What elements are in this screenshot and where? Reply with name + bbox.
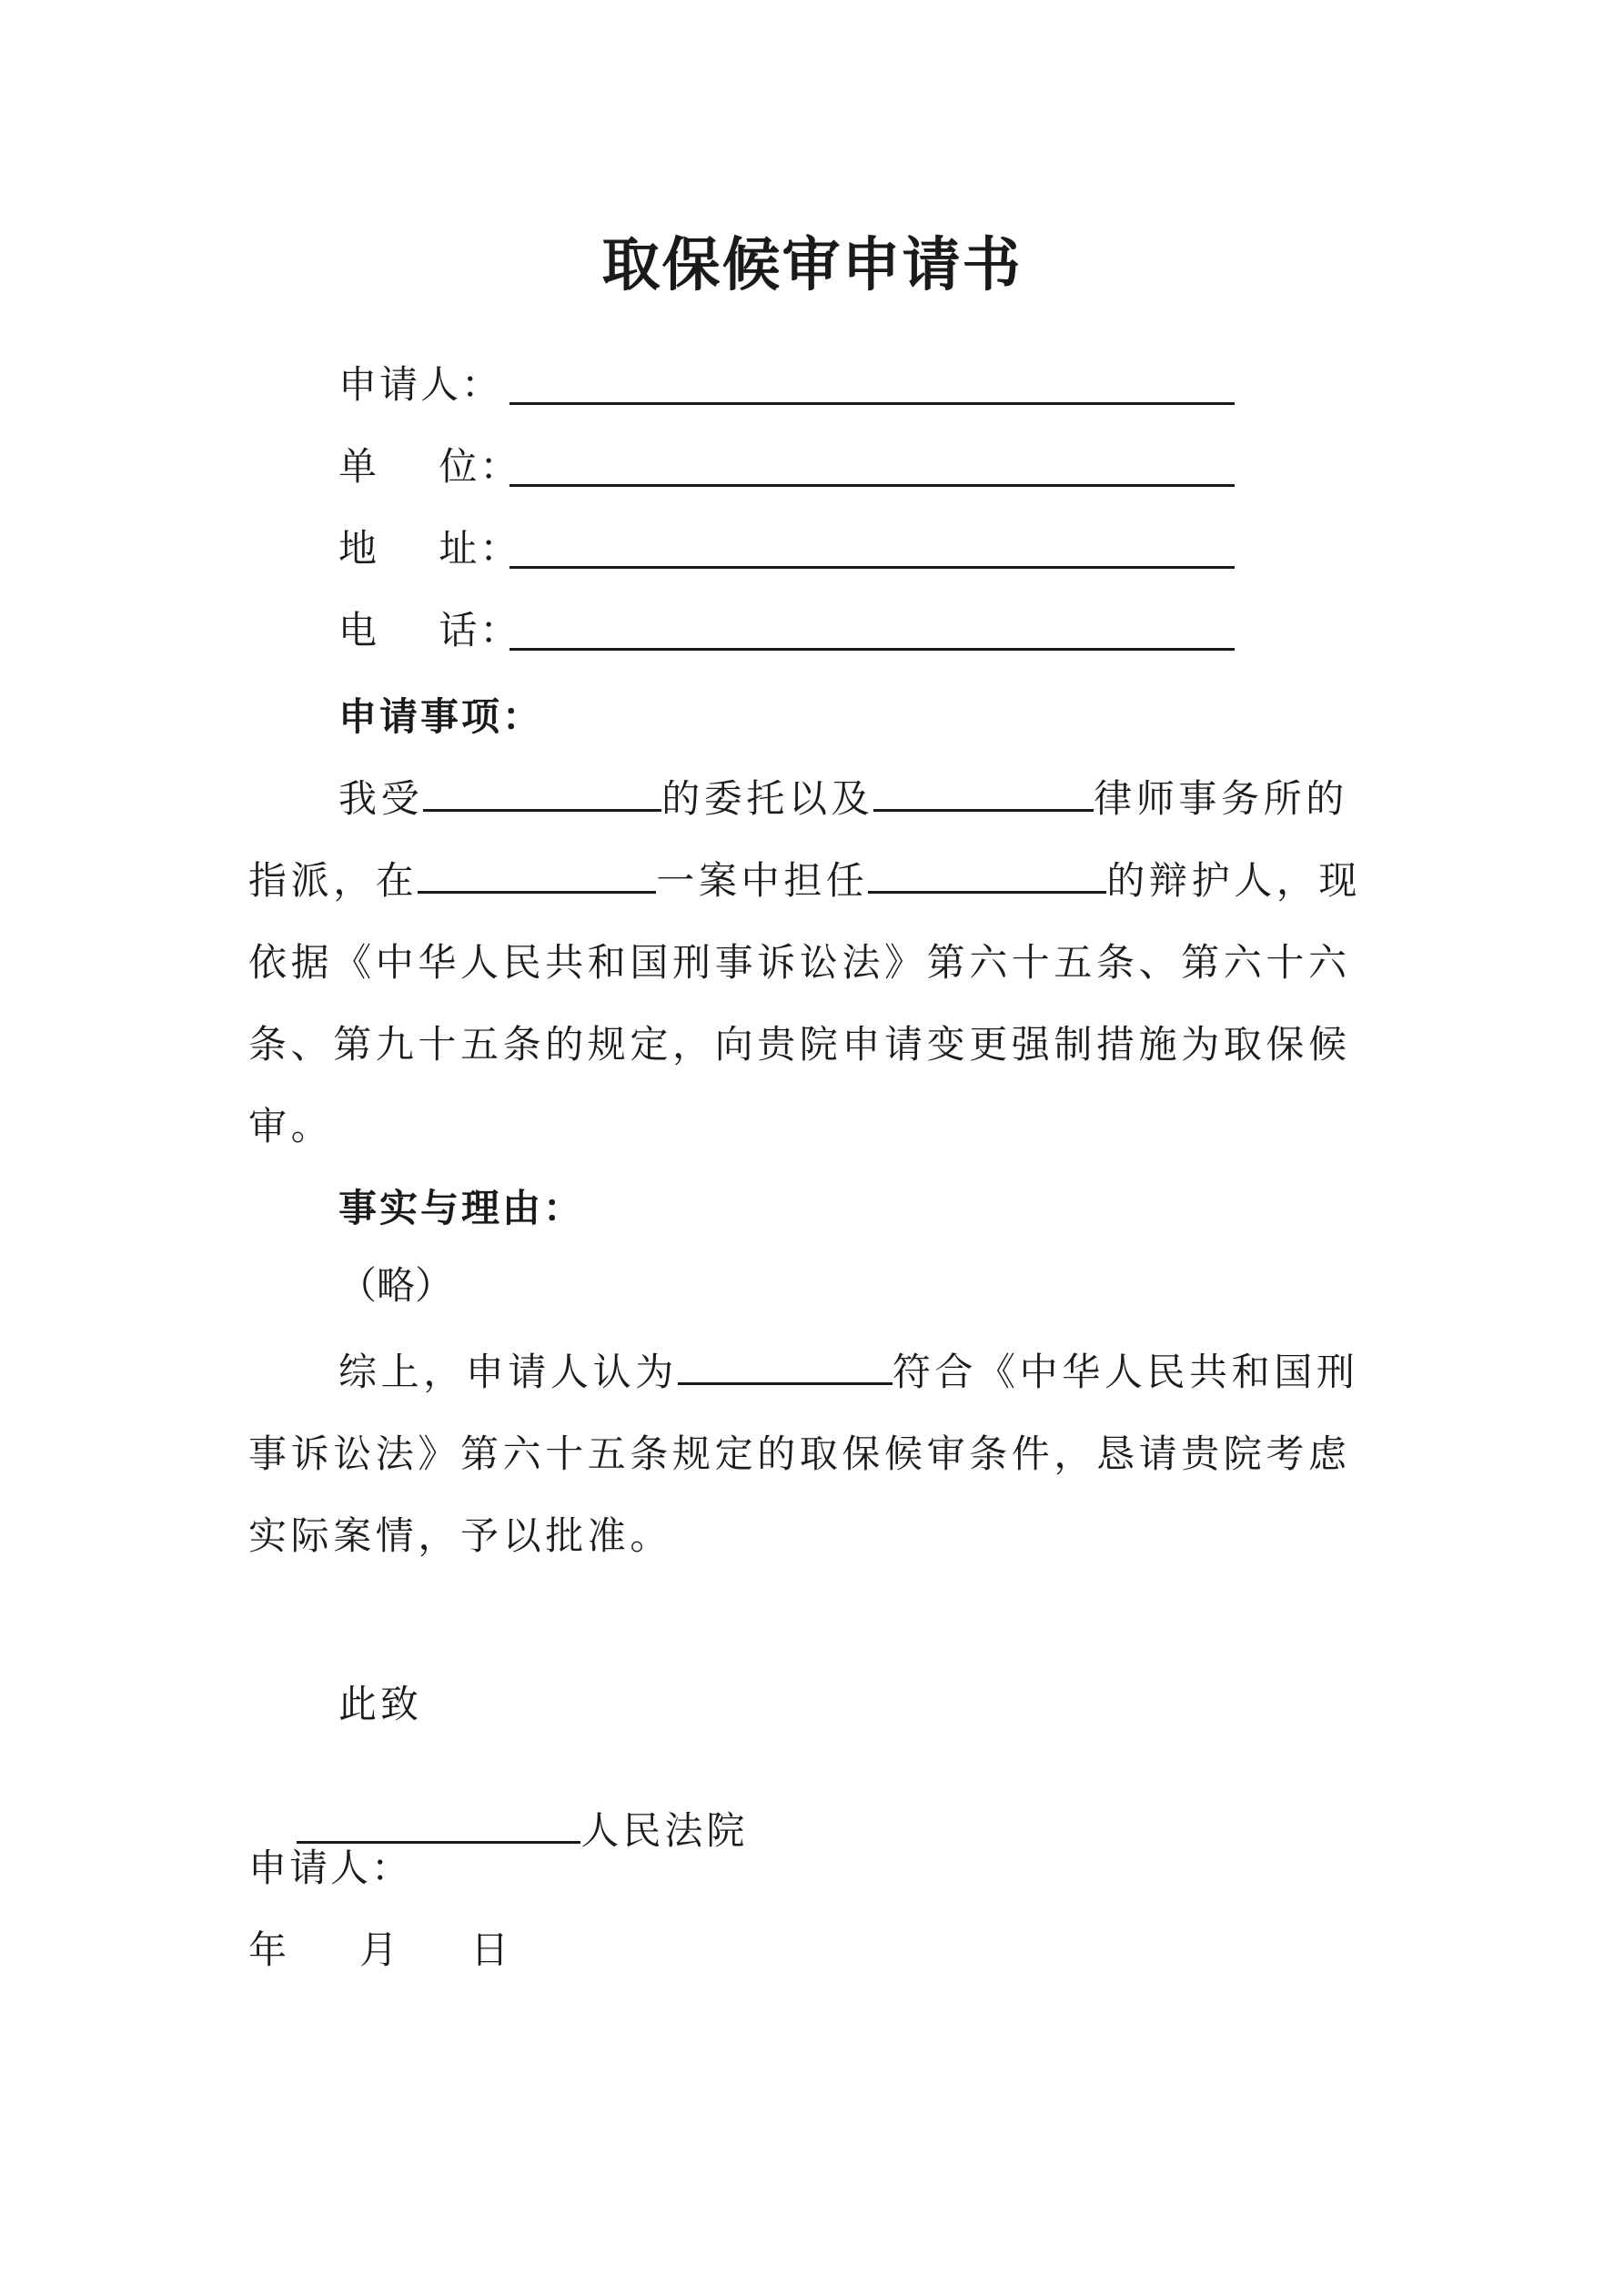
para1-line5: 审。: [248, 1104, 334, 1148]
applicant-blank[interactable]: [509, 360, 1235, 405]
phone-field: [338, 601, 1235, 655]
para2-text: 综上，申请人认为: [338, 1350, 678, 1394]
section-heading-request: 申请事项：: [338, 694, 544, 739]
para1-text: 的辩护人，现: [1106, 858, 1362, 903]
defendant-blank[interactable]: [868, 855, 1106, 894]
para2-line2: 事诉讼法》第六十五条规定的取保候审条件，恳请贵院考虑: [248, 1431, 1351, 1476]
signature-date: 年 月 日: [248, 1927, 509, 1972]
court-suffix: 人民法院: [580, 1808, 749, 1853]
para1-text: 指派，在: [248, 858, 419, 903]
para1-line4: 条、第九十五条的规定，向贵院申请变更强制措施为取保候: [248, 1022, 1351, 1067]
para1-line2: [248, 851, 1361, 905]
unit-blank[interactable]: [509, 442, 1235, 487]
phone-label: 电 话：: [338, 608, 521, 652]
address-label: 地 址：: [338, 526, 521, 571]
para1-text: 我受: [338, 776, 424, 821]
client-blank[interactable]: [423, 773, 661, 812]
para1-text: 的委托以及: [661, 776, 874, 821]
para2-line1: [338, 1342, 1358, 1397]
para1-text: 一案中担任: [656, 858, 869, 903]
para1-text: 律师事务所的: [1094, 776, 1348, 821]
address-blank[interactable]: [509, 524, 1235, 569]
case-blank[interactable]: [418, 855, 656, 894]
applicant-label: 申请人：: [338, 362, 503, 407]
address-field: [338, 519, 1235, 573]
omitted-note: （略）: [338, 1263, 454, 1308]
document-title: 取保候审申请书: [601, 232, 1023, 299]
unit-field: [338, 437, 1235, 491]
applicant-name-blank[interactable]: [678, 1346, 893, 1385]
para2-line3: 实际案情，予以批准。: [248, 1513, 673, 1558]
section-heading-facts: 事实与理由：: [338, 1186, 585, 1230]
unit-label: 单 位：: [338, 444, 521, 489]
para1-line1: [338, 769, 1348, 824]
signature-applicant: 申请人：: [248, 1846, 413, 1890]
applicant-field: [338, 355, 1235, 410]
salutation: 此致: [338, 1682, 423, 1726]
para2-text: 符合《中华人民共和国刑: [892, 1350, 1359, 1394]
law-firm-blank[interactable]: [873, 773, 1094, 812]
para1-line3: 依据《中华人民共和国刑事诉讼法》第六十五条、第六十六: [248, 940, 1351, 985]
phone-blank[interactable]: [509, 606, 1235, 651]
